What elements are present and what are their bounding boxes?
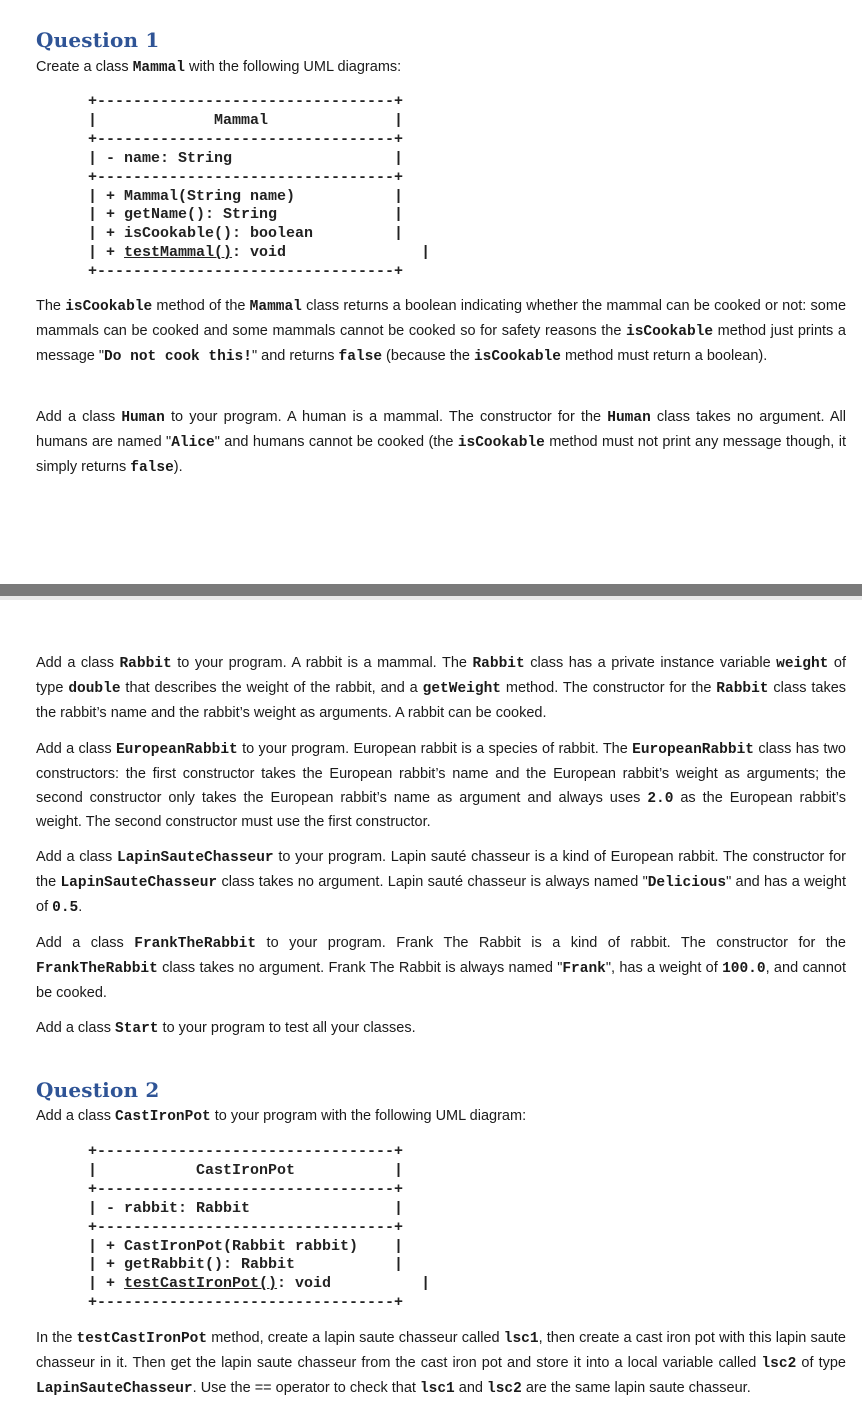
uml-method: | + testCastIronPot(): void | — [88, 1275, 431, 1293]
uml-method: | + Mammal(String name) | — [88, 187, 404, 205]
question-2-intro: Add a class CastIronPot to your program with the following UML diagram: — [36, 1108, 527, 1125]
uml-border: +---------------------------------+ — [88, 263, 404, 281]
uml-border: +---------------------------------+ — [88, 130, 404, 148]
uml-border: +---------------------------------+ — [88, 1180, 404, 1198]
uml-border: +---------------------------------+ — [88, 1218, 404, 1236]
uml-attribute: | - rabbit: Rabbit | — [88, 1199, 404, 1217]
inline-code: Mammal — [132, 60, 185, 76]
paragraph-lapin-saute-chasseur: Add a class LapinSauteChasseur to your program. Lapin sauté chasseur is a kind of European rabbit. The constructor for the LapinSauteChasseur class takes no argument. Lapin sauté chasseur is always named "Delicious" and has a weight of 0.5. — [36, 849, 847, 916]
page-break-divider — [0, 584, 862, 596]
paragraph-frank-the-rabbit: Add a class FrankTheRabbit to your program. Frank The Rabbit is a kind of rabbit. The constructor for the FrankTheRabbit class takes no argument. Frank The Rabbit is always named "Frank", has a weight of 100.0, and cannot be cooked. — [36, 935, 846, 1001]
uml-method: | + isCookable(): boolean | — [88, 225, 404, 243]
mammal-uml-diagram — [88, 93, 430, 282]
paragraph-european-rabbit: Add a class EuropeanRabbit to your program. European rabbit is a species of rabbit. The EuropeanRabbit class has two constructors: the first constructor takes the European rabbit’s name and the European rabbit’s weight as arguments; the second constructor only takes the European rabbit’s name as argument and always uses 2.0 as the European rabbit’s weight. The second constructor must use the first constructor. — [36, 741, 846, 831]
uml-border: +---------------------------------+ — [88, 93, 404, 110]
paragraph-iscookable: The isCookable method of the Mammal class returns a boolean indicating whether the mammal can be cooked or not: some mammals can be cooked and some mammals cannot be cooked so for safety reasons the isCookable method just prints a message "Do not cook this!" and returns false (because the isCookable method must return a boolean). — [36, 298, 847, 365]
uml-attribute: | - name: String | — [88, 149, 404, 167]
uml-border: +---------------------------------+ — [88, 1143, 404, 1160]
uml-method: | + getName(): String | — [88, 206, 404, 224]
inline-code: CastIronPot — [115, 1109, 211, 1125]
paragraph-rabbit: Add a class Rabbit to your program. A rabbit is a mammal. The Rabbit class has a private instance variable weight of type double that describes the weight of the rabbit, and a getWeight method. The constructor for the Rabbit class takes the rabbit’s name and the rabbit’s weight as arguments. A rabbit can be cooked. — [36, 655, 847, 721]
question-1-intro: Create a class Mammal with the following UML diagrams: — [36, 59, 402, 76]
page-break-shadow — [0, 596, 862, 600]
uml-class-name: | CastIronPot | — [88, 1161, 404, 1179]
paragraph-test-cast-iron-pot: In the testCastIronPot method, create a lapin saute chasseur called lsc1, then create a cast iron pot with this lapin saute chasseur in it. Then get the lapin saute chasseur from the cast iron pot and store it into a local variable called lsc2 of type LapinSauteChasseur. Use the == operator to check that lsc1 and lsc2 are the same lapin saute chasseur. — [36, 1330, 846, 1397]
question-1-title: Question 1 — [36, 28, 160, 52]
paragraph-human: Add a class Human to your program. A human is a mammal. The constructor for the Human class takes no argument. All humans are named "Alice" and humans cannot be cooked (the isCookable method must not print any message though, it simply returns false). — [36, 409, 846, 476]
uml-border: +---------------------------------+ — [88, 1294, 404, 1312]
castironpot-uml-diagram — [88, 1143, 430, 1313]
uml-border: +---------------------------------+ — [88, 168, 404, 186]
uml-method: | + CastIronPot(Rabbit rabbit) | — [88, 1237, 404, 1255]
paragraph-start: Add a class Start to your program to test all your classes. — [36, 1020, 416, 1037]
uml-class-name: | Mammal | — [88, 111, 404, 129]
uml-method: | + getRabbit(): Rabbit | — [88, 1256, 404, 1274]
question-2-title: Question 2 — [36, 1078, 160, 1102]
uml-method: | + testMammal(): void | — [88, 244, 431, 262]
